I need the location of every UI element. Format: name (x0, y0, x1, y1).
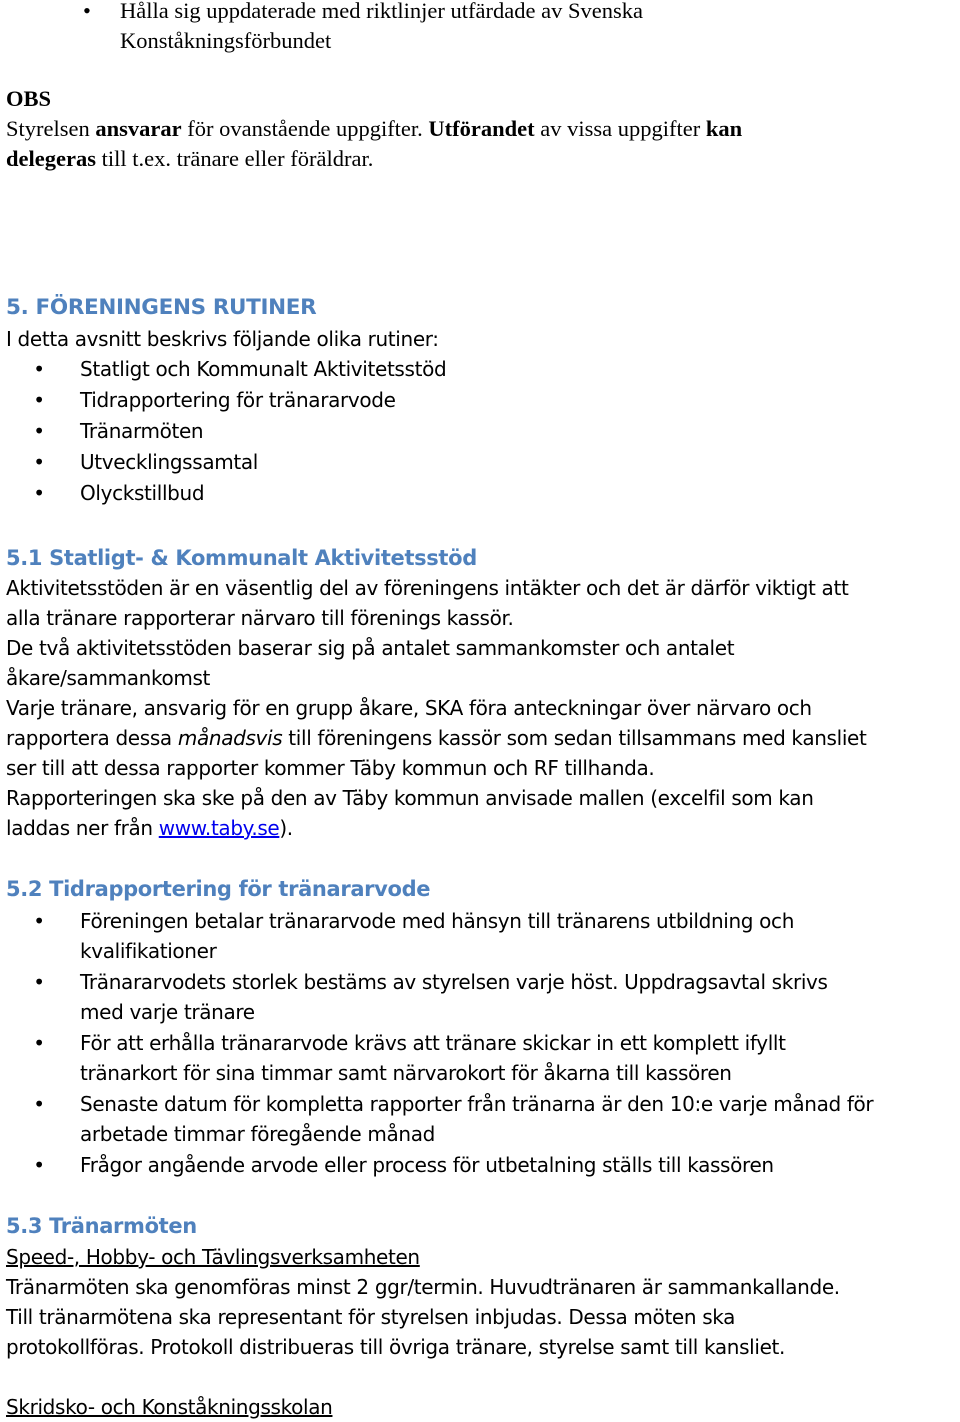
intro-bullet-line-1: Hålla sig uppdaterade med riktlinjer utfärdade av Svenska (120, 0, 643, 23)
list-item: • Utvecklingssamtal (6, 447, 954, 478)
section-5-list (6, 354, 954, 509)
s51-p1-l1: Aktivitetsstöden är en väsentlig del av föreningens intäkter och det är därför viktigt att (6, 576, 849, 600)
bullet-icon: • (33, 481, 45, 505)
bullet-icon: • (33, 357, 45, 381)
section-5-2 (6, 874, 954, 1181)
bullet-icon: • (33, 450, 45, 474)
list-item: • För att erhålla tränararvode krävs att tränare skickar in ett komplett ifyllt tränarkort för sina timmar samt närvarokort för åkarna till kassören (6, 1028, 954, 1089)
bullet-icon: • (33, 388, 45, 412)
list-item: • Statligt och Kommunalt Aktivitetsstöd (6, 354, 954, 385)
s51-p2-l1: De två aktivitetsstöden baserar sig på antalet sammankomster och antalet (6, 636, 735, 660)
list-item: • Tränararvodets storlek bestäms av styrelsen varje höst. Uppdragsavtal skrivs med varje tränare (6, 967, 954, 1028)
list-item: • Föreningen betalar tränararvode med hänsyn till tränarens utbildning och kvalifikationer (6, 906, 954, 967)
s51-p4-l2: laddas ner från www.taby.se). (6, 816, 293, 840)
s53-subheading: Speed-, Hobby- och Tävlingsverksamheten (6, 1245, 420, 1269)
list-item: • Senaste datum för kompletta rapporter från tränarna är den 10:e varje månad för arbetade timmar föregående månad (6, 1089, 954, 1150)
bullet-icon: • (33, 1153, 45, 1177)
s53-l3: protokollföras. Protokoll distribueras till övriga tränare, styrelse samt till kansliet. (6, 1335, 786, 1359)
s51-p4-l1: Rapporteringen ska ske på den av Täby kommun anvisade mallen (excelfil som kan (6, 786, 814, 810)
s53-l1: Tränarmöten ska genomföras minst 2 ggr/termin. Huvudtränaren är sammankallande. (6, 1275, 840, 1299)
bullet-icon: • (83, 0, 91, 23)
s51-p3-l1: Varje tränare, ansvarig för en grupp åkare, SKA föra anteckningar över närvaro och (6, 696, 812, 720)
s51-p2-l2: åkare/sammankomst (6, 666, 211, 690)
section-5-1 (6, 543, 954, 843)
obs-line-2: delegeras till t.ex. tränare eller föräldrar. (6, 146, 374, 171)
section-5-2-heading: 5.2 Tidrapportering för tränararvode (6, 877, 431, 901)
obs-block (6, 84, 954, 174)
list-item: • Olyckstillbud (6, 478, 954, 509)
list-item: • Tränarmöten (6, 416, 954, 447)
section-5-intro: I detta avsnitt beskrivs följande olika rutiner: (6, 327, 439, 351)
taby-link[interactable]: www.taby.se (158, 816, 280, 840)
bullet-icon: • (33, 419, 45, 443)
obs-line-1: Styrelsen ansvarar för ovanstående uppgifter. Utförandet av vissa uppgifter kan (6, 116, 743, 141)
s51-p3-l2: rapportera dessa månadsvis till föreningens kassör som sedan tillsammans med kansliet (6, 726, 867, 750)
obs-heading: OBS (6, 86, 52, 111)
section-5-3-heading: 5.3 Tränarmöten (6, 1214, 197, 1238)
bullet-icon: • (33, 1092, 45, 1116)
bullet-icon: • (33, 1031, 45, 1055)
bullet-icon: • (33, 909, 45, 933)
section-5 (6, 293, 954, 509)
section-5-1-heading: 5.1 Statligt- & Kommunalt Aktivitetsstöd (6, 546, 477, 570)
bullet-icon: • (33, 970, 45, 994)
s53-l2: Till tränarmötena ska representant för styrelsen inbjudas. Dessa möten ska (6, 1305, 736, 1329)
section-5-3 (6, 1211, 954, 1422)
list-item: • Tidrapportering för tränararvode (6, 385, 954, 416)
s51-p1-l2: alla tränare rapporterar närvaro till förenings kassör. (6, 606, 514, 630)
list-item: • Frågor angående arvode eller process för utbetalning ställs till kassören (6, 1150, 954, 1181)
s53-subheading-2: Skridsko- och Konståkningsskolan (6, 1395, 333, 1419)
intro-bullet-line-2: Konståkningsförbundet (120, 28, 332, 53)
intro-bullet (6, 0, 954, 56)
section-5-heading: 5. FÖRENINGENS RUTINER (6, 295, 317, 320)
s51-p3-l3: ser till att dessa rapporter kommer Täby kommun och RF tillhanda. (6, 756, 655, 780)
